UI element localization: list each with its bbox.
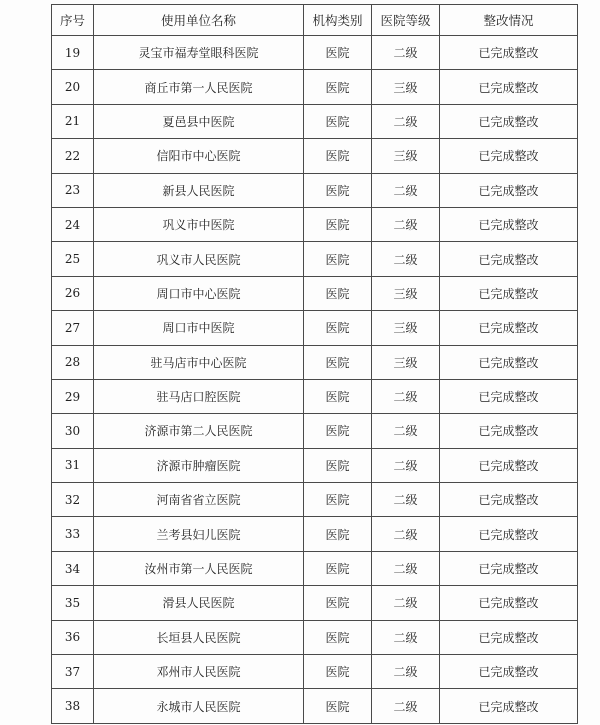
table-row bbox=[52, 655, 578, 689]
cell-rectification-status: 已完成整改 bbox=[440, 311, 578, 345]
cell-unit-name: 永城市人民医院 bbox=[94, 689, 304, 723]
cell-institution-type: 医院 bbox=[304, 448, 372, 482]
cell-unit-name: 夏邑县中医院 bbox=[94, 104, 304, 138]
cell-institution-type: 医院 bbox=[304, 70, 372, 104]
cell-institution-type: 医院 bbox=[304, 345, 372, 379]
cell-institution-type: 医院 bbox=[304, 689, 372, 723]
cell-unit-name: 滑县人民医院 bbox=[94, 586, 304, 620]
table-row bbox=[52, 379, 578, 413]
cell-hospital-level: 二级 bbox=[372, 586, 440, 620]
table-row bbox=[52, 242, 578, 276]
cell-hospital-level: 三级 bbox=[372, 345, 440, 379]
cell-rectification-status: 已完成整改 bbox=[440, 173, 578, 207]
cell-rectification-status: 已完成整改 bbox=[440, 586, 578, 620]
cell-hospital-level: 二级 bbox=[372, 414, 440, 448]
cell-institution-type: 医院 bbox=[304, 586, 372, 620]
table-row bbox=[52, 620, 578, 654]
cell-unit-name: 济源市第二人民医院 bbox=[94, 414, 304, 448]
table-row bbox=[52, 36, 578, 70]
cell-rectification-status: 已完成整改 bbox=[440, 483, 578, 517]
cell-index: 34 bbox=[52, 551, 94, 585]
cell-index: 20 bbox=[52, 70, 94, 104]
cell-index: 29 bbox=[52, 379, 94, 413]
cell-institution-type: 医院 bbox=[304, 207, 372, 241]
cell-rectification-status: 已完成整改 bbox=[440, 242, 578, 276]
table-row bbox=[52, 517, 578, 551]
table-row bbox=[52, 311, 578, 345]
cell-hospital-level: 三级 bbox=[372, 276, 440, 310]
cell-unit-name: 周口市中医院 bbox=[94, 311, 304, 345]
cell-unit-name: 河南省省立医院 bbox=[94, 483, 304, 517]
cell-rectification-status: 已完成整改 bbox=[440, 139, 578, 173]
cell-hospital-level: 三级 bbox=[372, 70, 440, 104]
cell-index: 35 bbox=[52, 586, 94, 620]
cell-rectification-status: 已完成整改 bbox=[440, 551, 578, 585]
cell-institution-type: 医院 bbox=[304, 414, 372, 448]
cell-institution-type: 医院 bbox=[304, 620, 372, 654]
cell-unit-name: 巩义市人民医院 bbox=[94, 242, 304, 276]
cell-rectification-status: 已完成整改 bbox=[440, 379, 578, 413]
cell-institution-type: 医院 bbox=[304, 173, 372, 207]
cell-index: 28 bbox=[52, 345, 94, 379]
table-row bbox=[52, 173, 578, 207]
header-row bbox=[52, 5, 578, 36]
cell-unit-name: 兰考县妇儿医院 bbox=[94, 517, 304, 551]
cell-institution-type: 医院 bbox=[304, 311, 372, 345]
cell-institution-type: 医院 bbox=[304, 276, 372, 310]
cell-unit-name: 汝州市第一人民医院 bbox=[94, 551, 304, 585]
header-cell-index: 序号 bbox=[52, 5, 94, 36]
table-row bbox=[52, 551, 578, 585]
cell-index: 25 bbox=[52, 242, 94, 276]
cell-hospital-level: 二级 bbox=[372, 173, 440, 207]
cell-institution-type: 医院 bbox=[304, 379, 372, 413]
cell-index: 19 bbox=[52, 36, 94, 70]
cell-unit-name: 驻马店市中心医院 bbox=[94, 345, 304, 379]
cell-hospital-level: 二级 bbox=[372, 448, 440, 482]
table-row bbox=[52, 70, 578, 104]
cell-institution-type: 医院 bbox=[304, 517, 372, 551]
cell-index: 37 bbox=[52, 655, 94, 689]
cell-hospital-level: 二级 bbox=[372, 620, 440, 654]
cell-hospital-level: 三级 bbox=[372, 311, 440, 345]
cell-unit-name: 济源市肿瘤医院 bbox=[94, 448, 304, 482]
cell-institution-type: 医院 bbox=[304, 242, 372, 276]
table-row bbox=[52, 586, 578, 620]
table-row bbox=[52, 345, 578, 379]
cell-hospital-level: 二级 bbox=[372, 207, 440, 241]
table-row bbox=[52, 448, 578, 482]
cell-hospital-level: 二级 bbox=[372, 242, 440, 276]
cell-rectification-status: 已完成整改 bbox=[440, 104, 578, 138]
cell-hospital-level: 二级 bbox=[372, 551, 440, 585]
cell-rectification-status: 已完成整改 bbox=[440, 414, 578, 448]
cell-institution-type: 医院 bbox=[304, 36, 372, 70]
table-row bbox=[52, 104, 578, 138]
cell-rectification-status: 已完成整改 bbox=[440, 70, 578, 104]
cell-hospital-level: 三级 bbox=[372, 139, 440, 173]
table-row bbox=[52, 483, 578, 517]
cell-index: 31 bbox=[52, 448, 94, 482]
cell-rectification-status: 已完成整改 bbox=[440, 448, 578, 482]
cell-hospital-level: 二级 bbox=[372, 104, 440, 138]
cell-index: 27 bbox=[52, 311, 94, 345]
cell-hospital-level: 二级 bbox=[372, 379, 440, 413]
cell-unit-name: 长垣县人民医院 bbox=[94, 620, 304, 654]
cell-unit-name: 新县人民医院 bbox=[94, 173, 304, 207]
cell-rectification-status: 已完成整改 bbox=[440, 345, 578, 379]
cell-index: 36 bbox=[52, 620, 94, 654]
cell-institution-type: 医院 bbox=[304, 483, 372, 517]
header-cell-hospital-level: 医院等级 bbox=[372, 5, 440, 36]
cell-hospital-level: 二级 bbox=[372, 655, 440, 689]
cell-index: 30 bbox=[52, 414, 94, 448]
cell-hospital-level: 二级 bbox=[372, 517, 440, 551]
cell-institution-type: 医院 bbox=[304, 139, 372, 173]
cell-index: 38 bbox=[52, 689, 94, 723]
cell-hospital-level: 二级 bbox=[372, 36, 440, 70]
cell-hospital-level: 二级 bbox=[372, 689, 440, 723]
cell-institution-type: 医院 bbox=[304, 551, 372, 585]
cell-unit-name: 周口市中心医院 bbox=[94, 276, 304, 310]
cell-rectification-status: 已完成整改 bbox=[440, 207, 578, 241]
cell-index: 32 bbox=[52, 483, 94, 517]
rectification-table bbox=[51, 4, 578, 724]
header-cell-rectification-status: 整改情况 bbox=[440, 5, 578, 36]
cell-index: 24 bbox=[52, 207, 94, 241]
cell-unit-name: 驻马店口腔医院 bbox=[94, 379, 304, 413]
cell-rectification-status: 已完成整改 bbox=[440, 517, 578, 551]
cell-institution-type: 医院 bbox=[304, 655, 372, 689]
table-row bbox=[52, 207, 578, 241]
cell-unit-name: 灵宝市福寿堂眼科医院 bbox=[94, 36, 304, 70]
cell-rectification-status: 已完成整改 bbox=[440, 276, 578, 310]
table-row bbox=[52, 276, 578, 310]
cell-hospital-level: 二级 bbox=[372, 483, 440, 517]
cell-rectification-status: 已完成整改 bbox=[440, 620, 578, 654]
cell-institution-type: 医院 bbox=[304, 104, 372, 138]
cell-index: 23 bbox=[52, 173, 94, 207]
cell-index: 26 bbox=[52, 276, 94, 310]
header-cell-institution-type: 机构类别 bbox=[304, 5, 372, 36]
cell-unit-name: 巩义市中医院 bbox=[94, 207, 304, 241]
cell-unit-name: 邓州市人民医院 bbox=[94, 655, 304, 689]
cell-rectification-status: 已完成整改 bbox=[440, 689, 578, 723]
cell-rectification-status: 已完成整改 bbox=[440, 36, 578, 70]
table-row bbox=[52, 139, 578, 173]
table-row bbox=[52, 414, 578, 448]
cell-index: 33 bbox=[52, 517, 94, 551]
cell-rectification-status: 已完成整改 bbox=[440, 655, 578, 689]
cell-index: 22 bbox=[52, 139, 94, 173]
header-cell-unit-name: 使用单位名称 bbox=[94, 5, 304, 36]
cell-unit-name: 信阳市中心医院 bbox=[94, 139, 304, 173]
cell-unit-name: 商丘市第一人民医院 bbox=[94, 70, 304, 104]
table-body bbox=[52, 36, 578, 724]
table-row bbox=[52, 689, 578, 723]
cell-index: 21 bbox=[52, 104, 94, 138]
